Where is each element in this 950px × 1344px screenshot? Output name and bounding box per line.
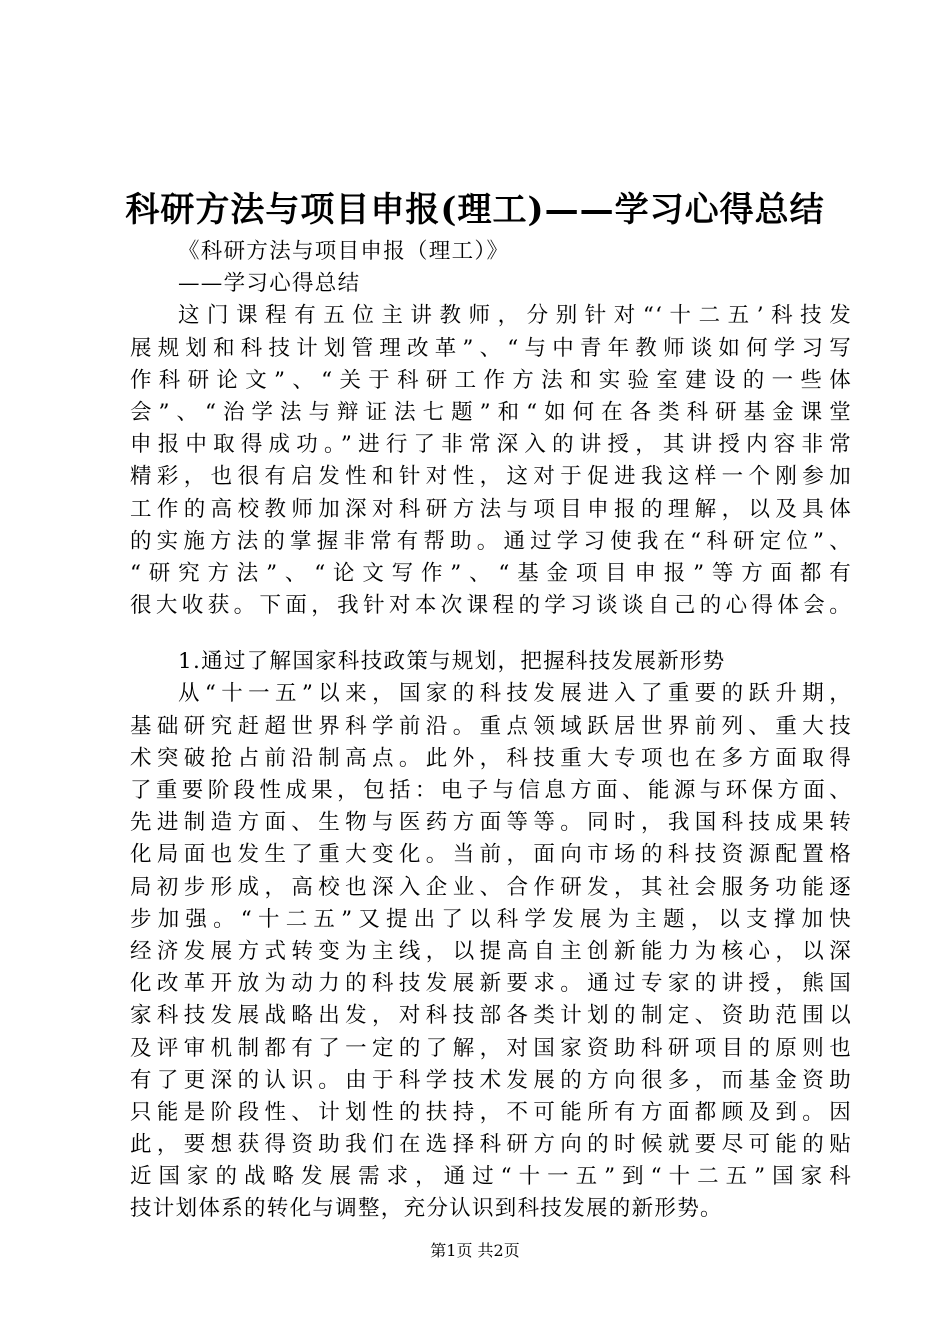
paragraph-line: 步加强。“十二五”又提出了以科学发展为主题，以支撑加快 [130,906,852,932]
page-footer: 第1页 共2页 [430,1241,520,1260]
paragraph-line: 家科技发展战略出发，对科技部各类计划的制定、资助范围以 [130,1003,852,1029]
paragraph-line: 基础研究赶超世界科学前沿。重点领域跃居世界前列、重大技 [130,713,852,739]
section-heading: 1.通过了解国家科技政策与规划，把握科技发展新形势 [178,649,726,675]
paragraph-line: “研究方法”、“论文写作”、“基金项目申报”等方面都有 [130,560,852,586]
paragraph-line: 化局面也发生了重大变化。当前，面向市场的科技资源配置格 [130,842,852,868]
paragraph-line: 化改革开放为动力的科技发展新要求。通过专家的讲授，熊国 [130,971,852,997]
paragraph-line: 只能是阶段性、计划性的扶持，不可能所有方面都顾及到。因 [130,1099,852,1125]
paragraph-line: 的实施方法的掌握非常有帮助。通过学习使我在“科研定位”、 [130,528,852,554]
paragraph-line: 工作的高校教师加深对科研方法与项目申报的理解，以及具体 [130,496,852,522]
document-title: 科研方法与项目申报(理工)——学习心得总结 [125,190,825,230]
paragraph-line: 会”、“治学法与辩证法七题”和“如何在各类科研基金课堂 [130,399,852,425]
paragraph-line: 这门课程有五位主讲教师，分别针对“‘十二五’科技发 [178,303,852,329]
paragraph-line: 有了更深的认识。由于科学技术发展的方向很多，而基金资助 [130,1067,852,1093]
paragraph-line: 局初步形成，高校也深入企业、合作研发，其社会服务功能逐 [130,874,852,900]
paragraph-line: 先进制造方面、生物与医药方面等等。同时，我国科技成果转 [130,810,852,836]
paragraph-gap [130,622,852,646]
section-paragraph [130,678,852,1225]
paragraph-line: 经济发展方式转变为主线，以提高自主创新能力为核心，以深 [130,938,852,964]
document-body [130,236,852,1226]
paragraph-line: 此，要想获得资助我们在选择科研方向的时候就要尽可能的贴 [130,1132,852,1158]
paragraph-line: 了重要阶段性成果，包括：电子与信息方面、能源与环保方面、 [130,778,852,803]
paragraph-line: 近国家的战略发展需求，通过“十一五”到“十二五”国家科 [130,1164,852,1190]
paragraph-line: 展规划和科技计划管理改革”、“与中青年教师谈如何学习写 [130,335,852,361]
paragraph-line: 精彩，也很有启发性和针对性，这对于促进我这样一个刚参加 [130,464,852,490]
paragraph-line: 术突破抢占前沿制高点。此外，科技重大专项也在多方面取得 [130,745,852,771]
subtitle-line-1: 《科研方法与项目申报（理工）》 [178,239,510,264]
subtitle-line-2: ——学习心得总结 [178,271,361,297]
paragraph-line: 技计划体系的转化与调整，充分认识到科技发展的新形势。 [130,1196,723,1222]
paragraph-line: 很大收获。下面，我针对本次课程的学习谈谈自己的心得体会。 [130,593,852,619]
paragraph-line: 申报中取得成功。”进行了非常深入的讲授，其讲授内容非常 [130,432,852,458]
paragraph-line: 及评审机制都有了一定的了解，对国家资助科研项目的原则也 [130,1035,852,1061]
intro-paragraph [130,300,852,622]
paragraph-line: 作科研论文”、“关于科研工作方法和实验室建设的一些体 [130,367,852,393]
paragraph-line: 从“十一五”以来，国家的科技发展进入了重要的跃升期， [178,681,852,707]
